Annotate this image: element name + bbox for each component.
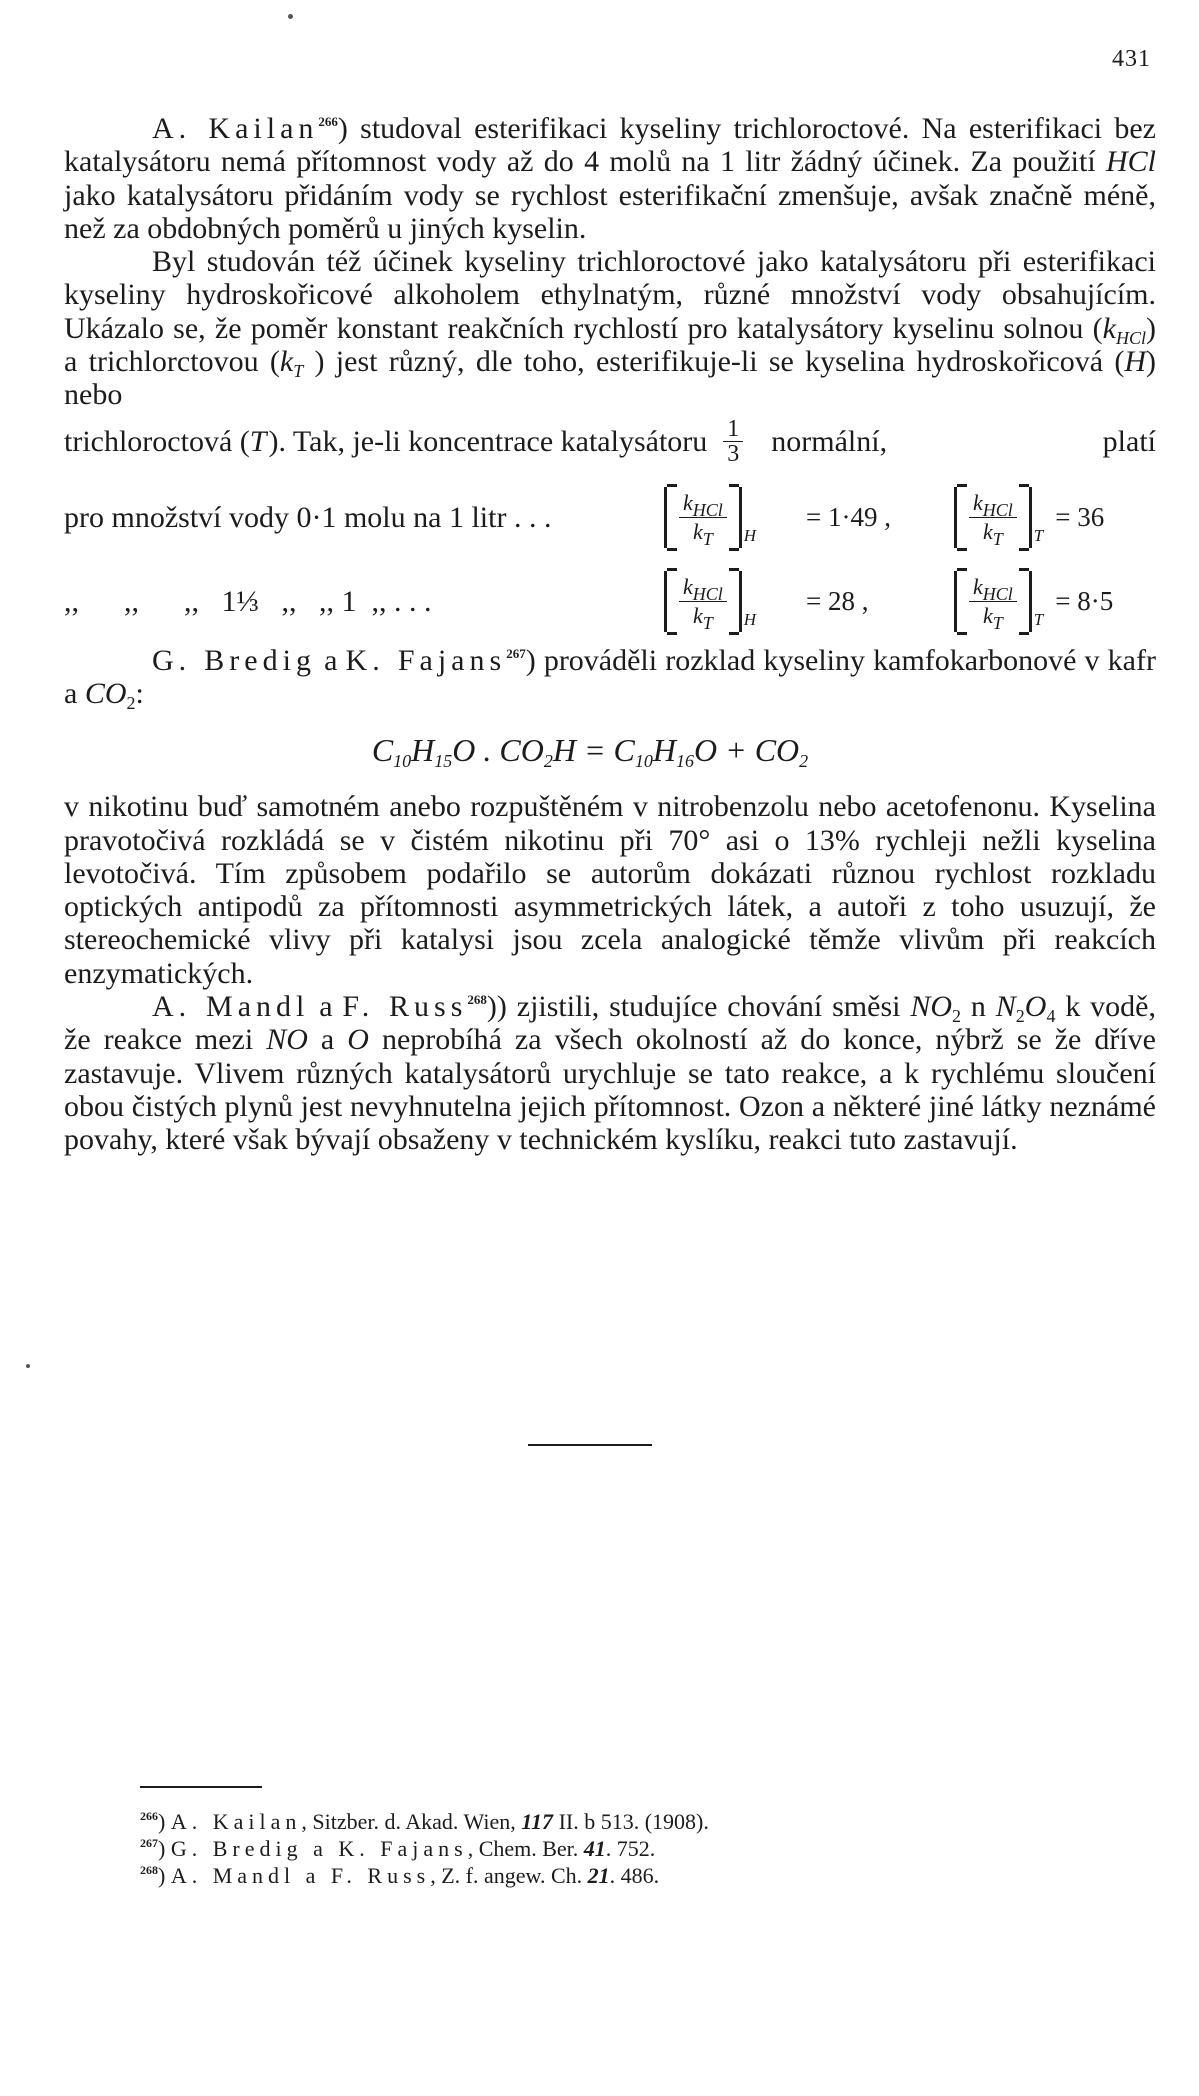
- paragraph-nicotine: v nikotinu buď samotném anebo rozpuštěném v nitrobenzolu nebo acetofenonu. Kyselina pravotočivá rozkládá se v čistém nikotinu při 70° asi o 13% rychleji nežli kyselina levotočivá. Tím způsobem podařilo se autorům dokázati různou rychlost rozkladu optických antipodů za přítomnosti asymmetrických látek, a autoři z toho usuzují, že stereochemické vlivy při katalysi jsou zcela analogické těmže vlivům při reakcích enzymatických.: [64, 790, 1156, 990]
- footnote-text: , Z. f. angew. Ch.: [430, 1863, 588, 1888]
- page-number: 431: [1112, 46, 1151, 72]
- ratio-value: 8·5: [1077, 586, 1114, 617]
- scan-speck: [288, 14, 293, 19]
- footnote-volume: 41: [583, 1836, 606, 1861]
- section-separator: [528, 1444, 652, 1446]
- paragraph-text: ) studoval esterifikaci kyseliny trichloroctové. Na esterifikaci bez katalysátoru nemá přítomnost vody až do 4 molů na 1 litr žádný účinek. Za použití: [64, 112, 1156, 179]
- footnote-ref: 268: [467, 992, 487, 1008]
- footnote-text: . 752.: [605, 1836, 656, 1861]
- author-name: F. Russ: [342, 990, 468, 1024]
- ratio-value: 1·49 ,: [827, 502, 891, 533]
- footnote-268: $^{268}$) A. Mandl a F. Russ, Z. f. angew. Ch. 21. 486.: [140, 1863, 660, 1888]
- paragraph-kailan: [64, 112, 1156, 245]
- footnote-volume: 117: [521, 1809, 554, 1834]
- symbol-sub: HCl: [1115, 327, 1146, 348]
- ratio-numerator-sub: HCl: [692, 500, 723, 521]
- paragraph-text: a: [307, 1023, 348, 1057]
- footnote-separator: [140, 1786, 262, 1788]
- body-text: [64, 112, 1156, 1157]
- eq-part: O + CO: [694, 732, 800, 769]
- ratio-numerator-sub: HCl: [982, 584, 1013, 605]
- ratio-row-2: [64, 560, 1156, 644]
- paragraph-text: Byl studován též účinek kyseliny trichloroctové jako katalysátoru při esterifikaci kyseliny hydroskořicové alkoholem ethylnatým, různé množství vody obsahujícím. Ukázalo se, že poměr konstant reakčních rychlostí pro katalysátory kyselinu solnou (: [64, 245, 1156, 345]
- fraction-denominator: 3: [727, 441, 740, 468]
- footnote-author: G. Bredig a K. Fajans: [170, 1836, 468, 1861]
- ratio-bracket-t: [954, 487, 1043, 548]
- equals-sign: =: [806, 502, 822, 533]
- paragraph-text: :: [135, 676, 144, 710]
- eq-sub: 16: [676, 751, 694, 772]
- paragraph-text: a: [309, 990, 343, 1024]
- ratio-numerator: k: [683, 574, 693, 600]
- formula-hcl: HCl: [1105, 145, 1156, 179]
- eq-sub: 2: [799, 751, 809, 772]
- symbol-k: k: [279, 345, 294, 379]
- footnote-ref: 267: [506, 645, 526, 661]
- footnote-number: 267: [140, 1836, 158, 1850]
- formula-sub: 2: [952, 1006, 962, 1027]
- paragraph-text: ). Tak, je-li koncentrace katalysátoru: [268, 425, 708, 459]
- formula-sub: 4: [1046, 1006, 1056, 1027]
- paragraph-text: ) a trichlorctovou (: [64, 311, 1156, 379]
- ratio-numerator: k: [683, 490, 693, 516]
- eq-sub: 2: [543, 751, 553, 772]
- bracket-subscript: T: [1033, 525, 1044, 545]
- ratio-denominator: k: [983, 519, 993, 545]
- eq-part: H: [652, 732, 676, 769]
- eq-part: C: [371, 732, 394, 769]
- paragraph-text: n: [961, 990, 996, 1024]
- symbol-sub: T: [293, 361, 304, 382]
- equals-sign: =: [806, 586, 822, 617]
- paragraph-text: k vodě, že reakce mezi: [64, 990, 1156, 1057]
- equals-sign: =: [1055, 502, 1071, 533]
- symbol-k: k: [1102, 311, 1116, 345]
- ratio-denominator-sub: T: [702, 529, 713, 550]
- ratio-numerator-sub: HCl: [692, 584, 723, 605]
- eq-part: O . CO: [452, 732, 544, 769]
- ratio-value: 36: [1077, 502, 1105, 533]
- footnote-text: , Chem. Ber.: [467, 1836, 584, 1861]
- ratio-denominator: k: [693, 519, 703, 545]
- fraction-one-third: [723, 417, 743, 466]
- fraction-numerator: 1: [723, 417, 743, 442]
- formula-n2o4: O: [1024, 990, 1047, 1024]
- footnotes: [140, 1808, 709, 1889]
- ratio-bracket-t: [954, 571, 1043, 632]
- bracket-subscript: T: [1033, 609, 1044, 629]
- row-label: pro množství vody 0·1 molu na 1 litr . . .: [64, 501, 552, 535]
- author-name: G. Bredig: [152, 643, 316, 677]
- formula-no: NO: [266, 1023, 308, 1057]
- scan-speck: [26, 1364, 30, 1368]
- ratio-bracket-h: [664, 571, 794, 632]
- ratio-numerator-sub: HCl: [982, 500, 1013, 521]
- ratio-denominator-sub: T: [992, 529, 1003, 550]
- footnote-text: , Sitzber. d. Akad. Wien,: [301, 1809, 522, 1834]
- paragraph-bredig: [64, 644, 1156, 711]
- footnote-number: 266: [140, 1809, 158, 1823]
- paragraph-mandl: [64, 990, 1156, 1156]
- footnote-ref: 266: [318, 114, 338, 129]
- paragraph-text: trichloroctová (: [64, 425, 250, 459]
- footnote-text: . 486.: [609, 1863, 660, 1888]
- bracket-subscript: H: [743, 609, 757, 629]
- ratio-bracket-h: [664, 487, 794, 548]
- footnote-267: $^{267}$) G. Bredig a K. Fajans, Chem. Ber. 41. 752.: [140, 1836, 656, 1861]
- footnote-266: $^{266}$) A. Kailan, Sitzber. d. Akad. Wien, 117 II. b 513. (1908).: [140, 1809, 709, 1834]
- footnote-author: A. Kailan: [170, 1809, 302, 1834]
- paragraph-text: ) nebo: [64, 345, 1156, 412]
- paragraph-text: normální, platí: [771, 425, 1156, 459]
- formula-n2o4: N: [995, 990, 1016, 1024]
- eq-sub: 15: [434, 751, 453, 772]
- formula-sub: 2: [126, 692, 136, 713]
- symbol-t: T: [249, 425, 267, 459]
- footnote-volume: 21: [587, 1863, 610, 1888]
- ratio-denominator: k: [693, 603, 703, 629]
- ratio-numerator: k: [973, 574, 983, 600]
- paragraph-text: jako katalysátoru přidáním vody se rychlost esterifikační zmenšuje, avšak značně méně, než za obdobných poměrů u jiných kyselin.: [64, 178, 1156, 245]
- ratio-value: 28 ,: [827, 586, 869, 617]
- paragraph-text: neprobíhá za všech okolností až do konce, nýbrž se že dříve zastavuje. Vlivem různých katalysátorů urychluje se tato reakce, a k rychlému sloučení obou čistých plynů jest nevyhnutelna jejich přítomnost. Ozon a některé jiné látky neznámé povahy, které však bývají obsaženy v technickém kyslíku, reakci tuto zastavují.: [64, 1023, 1156, 1157]
- paragraph-text: ) prováděli rozklad kyseliny kamfokarbonové v kafr a: [64, 643, 1156, 710]
- eq-part: H = C: [552, 732, 635, 769]
- ratio-denominator-sub: T: [992, 613, 1003, 634]
- concentration-line: [64, 414, 1156, 470]
- ratio-numerator: k: [973, 490, 983, 516]
- ratio-row-1: [64, 476, 1156, 560]
- author-name: A. Mandl: [152, 990, 310, 1024]
- footnote-text: II. b 513. (1908).: [553, 1809, 709, 1834]
- footnote-author: A. Mandl a F. Russ: [170, 1863, 431, 1888]
- equals-sign: =: [1055, 586, 1071, 617]
- paragraph-study: [64, 245, 1156, 411]
- formula-no2: NO: [910, 990, 953, 1024]
- footnote-number: 268: [140, 1863, 158, 1877]
- paragraph-text: )) zjistili, studujíce chování směsi: [486, 990, 911, 1024]
- author-name: K. Fajans: [345, 643, 507, 677]
- author-name: A. Kailan: [152, 112, 319, 145]
- formula-co2: CO: [84, 676, 127, 710]
- eq-sub: 10: [393, 751, 412, 772]
- bracket-subscript: H: [743, 525, 757, 545]
- eq-sub: 10: [634, 751, 653, 772]
- ratio-denominator-sub: T: [702, 613, 713, 634]
- ratio-denominator: k: [983, 603, 993, 629]
- formula-o: O: [347, 1023, 369, 1057]
- symbol-h: H: [1124, 345, 1146, 379]
- eq-part: H: [411, 732, 435, 769]
- row-label: ,, ,, ,, 1⅓ ,, ,, 1 ,, . . .: [64, 585, 432, 619]
- paragraph-text: ) jest různý, dle toho, esterifikuje-li se kyselina hydroskořicová (: [303, 345, 1125, 379]
- paragraph-text: a: [315, 643, 346, 677]
- formula-sub: 2: [1015, 1006, 1025, 1027]
- decomposition-equation: [64, 710, 1156, 790]
